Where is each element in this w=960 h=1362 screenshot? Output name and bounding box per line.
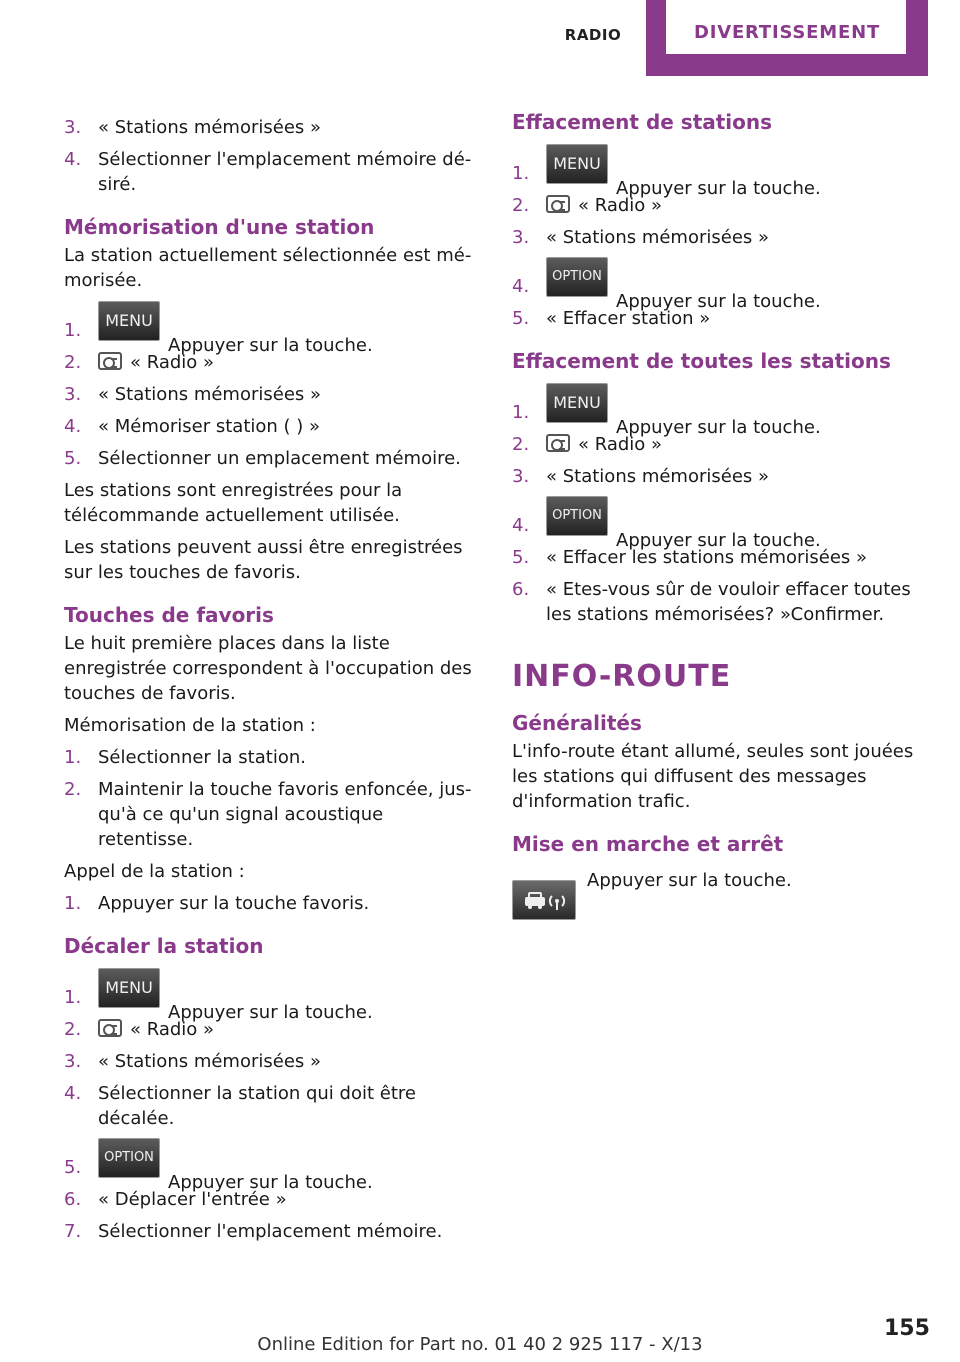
list-item	[64, 446, 484, 471]
step-number: 4.	[512, 276, 530, 297]
paragraph: La station actuellement sélectionnée est mémorisée.	[64, 245, 472, 291]
list-item	[64, 147, 484, 197]
section-title: Mise en marche et arrêt	[512, 832, 784, 856]
step-text: Appuyer sur la touche.	[616, 417, 821, 438]
step-number: 7.	[64, 1221, 82, 1242]
list-item	[64, 968, 484, 1023]
step-text: « Radio »	[130, 1019, 215, 1040]
steps-list	[64, 301, 484, 471]
shift-section	[64, 932, 484, 1244]
paragraph: Appel de la station :	[64, 861, 245, 882]
step-number: 1.	[64, 987, 82, 1008]
step-text: « Radio »	[578, 195, 663, 216]
step-number: 2.	[512, 195, 530, 216]
step-text: « Radio »	[578, 434, 663, 455]
step-text: Appuyer sur la touche.	[168, 1172, 373, 1193]
step-number: 3.	[64, 384, 82, 405]
left-column	[64, 108, 484, 1244]
step-text: Appuyer sur la touche favoris.	[98, 893, 370, 914]
list-item	[64, 1138, 484, 1193]
step-number: 1.	[64, 320, 82, 341]
list-item	[512, 306, 932, 331]
step-number: 4.	[512, 515, 530, 536]
list-item	[64, 115, 484, 140]
steps-list	[64, 891, 484, 916]
step-text: « Radio »	[130, 352, 215, 373]
list-item	[64, 350, 484, 375]
step-number: 3.	[64, 117, 82, 138]
option-button[interactable]: OPTION	[98, 1138, 160, 1178]
step-text: « Effacer les stations mémorisées »	[546, 547, 868, 568]
list-item	[64, 777, 484, 852]
step-text: Appuyer sur la touche.	[168, 1002, 373, 1023]
step-text: « Stations mémorisées »	[98, 384, 322, 405]
steps-list	[512, 383, 932, 627]
list-item	[512, 383, 932, 438]
menu-button[interactable]: MENU	[98, 301, 160, 341]
paragraph: Le huit première places dans la liste enregistrée correspondent à l'occupation des touches de favoris.	[64, 633, 472, 704]
step-text: « Mémoriser station ( ) »	[98, 416, 321, 437]
menu-button[interactable]: MENU	[546, 144, 608, 184]
favorites-section	[64, 601, 484, 916]
list-item	[64, 745, 484, 770]
step-number: 5.	[64, 1157, 82, 1178]
step-number: 5.	[512, 547, 530, 568]
step-text: Appuyer sur la touche.	[616, 530, 821, 551]
step-number: 4.	[64, 149, 82, 170]
step-text: Maintenir la touche favoris enfoncée, jusqu'à ce qu'un signal acoustique retentisse.	[98, 779, 472, 850]
page-header	[0, 0, 960, 78]
step-number: 3.	[512, 466, 530, 487]
section-title: Décaler la station	[64, 934, 264, 958]
list-item	[64, 414, 484, 439]
option-button[interactable]: OPTION	[546, 257, 608, 297]
section-label: RADIO	[564, 26, 622, 44]
traffic-info-row	[512, 868, 932, 912]
option-button[interactable]: OPTION	[546, 496, 608, 536]
step-text: « Stations mémorisées »	[98, 1051, 322, 1072]
list-item	[512, 496, 932, 551]
step-number: 1.	[64, 893, 82, 914]
list-item	[512, 545, 932, 570]
delete-station-section	[512, 108, 932, 331]
step-text: « Déplacer l'entrée »	[98, 1189, 287, 1210]
chapter-label: DIVERTISSEMENT	[693, 22, 881, 43]
paragraph: Les stations peuvent aussi être enregistrées sur les touches de favoris.	[64, 537, 463, 583]
step-number: 6.	[64, 1189, 82, 1210]
radio-icon	[98, 1019, 122, 1037]
step-text: Sélectionner la station.	[98, 747, 306, 768]
list-item	[512, 225, 932, 250]
list-item	[64, 1049, 484, 1074]
list-item	[512, 432, 932, 457]
top-list	[64, 115, 484, 197]
step-number: 2.	[64, 779, 82, 800]
paragraph: Mémorisation de la station :	[64, 715, 316, 736]
step-text: « Effacer station »	[546, 308, 711, 329]
step-number: 6.	[512, 579, 530, 600]
step-number: 2.	[64, 352, 82, 373]
chapter-title: INFO-ROUTE	[512, 659, 732, 694]
info-route-section	[512, 657, 932, 912]
paragraph: Appuyer sur la touche.	[587, 870, 792, 891]
step-number: 1.	[512, 163, 530, 184]
step-text: « Stations mémorisées »	[546, 227, 770, 248]
steps-list	[64, 745, 484, 852]
list-item	[512, 464, 932, 489]
step-text: Sélectionner l'emplacement mémoire.	[98, 1221, 443, 1242]
memorize-section	[64, 213, 484, 585]
step-text: Sélectionner un emplacement mémoire.	[98, 448, 461, 469]
list-item	[64, 891, 484, 916]
step-number: 3.	[512, 227, 530, 248]
traffic-info-icon	[521, 888, 567, 914]
section-title: Touches de favoris	[64, 603, 274, 627]
step-number: 4.	[64, 416, 82, 437]
edition-line: Online Edition for Part no. 01 40 2 925 117 - X/13	[257, 1334, 703, 1355]
step-text: « Stations mémorisées »	[98, 117, 322, 138]
traffic-info-button[interactable]	[512, 880, 576, 920]
list-item	[64, 1219, 484, 1244]
list-item	[64, 1187, 484, 1212]
step-number: 5.	[512, 308, 530, 329]
list-item	[64, 1017, 484, 1042]
section-title: Mémorisation d'une station	[64, 215, 375, 239]
step-number: 2.	[512, 434, 530, 455]
section-title: Généralités	[512, 711, 642, 735]
list-item	[512, 144, 932, 199]
step-text: « Etes-vous sûr de vouloir effacer toutes les stations mémorisées? »Confirmer.	[546, 579, 911, 625]
step-number: 2.	[64, 1019, 82, 1040]
right-column	[512, 108, 932, 912]
list-item	[64, 301, 484, 356]
step-number: 4.	[64, 1083, 82, 1104]
radio-icon	[546, 195, 570, 213]
step-text: Appuyer sur la touche.	[616, 178, 821, 199]
list-item	[512, 577, 932, 627]
delete-all-section	[512, 347, 932, 627]
steps-list	[512, 144, 932, 331]
step-text: Sélectionner la station qui doit être décalée.	[98, 1083, 416, 1129]
step-text: « Stations mémorisées »	[546, 466, 770, 487]
step-number: 1.	[512, 402, 530, 423]
step-text: Sélectionner l'emplacement mémoire désiré.	[98, 149, 472, 195]
page-footer	[0, 1316, 960, 1362]
list-item	[64, 1081, 484, 1131]
steps-list	[64, 968, 484, 1244]
radio-icon	[98, 352, 122, 370]
list-item	[512, 193, 932, 218]
step-text: Appuyer sur la touche.	[616, 291, 821, 312]
step-number: 5.	[64, 448, 82, 469]
radio-icon	[546, 434, 570, 452]
section-title: Effacement de stations	[512, 110, 773, 134]
menu-button[interactable]: MENU	[98, 968, 160, 1008]
paragraph: L'info-route étant allumé, seules sont jouées les stations qui diffusent des messages d'information trafic.	[512, 741, 914, 812]
list-item	[512, 257, 932, 312]
chapter-tab	[646, 0, 928, 76]
step-number: 1.	[64, 747, 82, 768]
section-title: Effacement de toutes les stations	[512, 349, 891, 373]
list-item	[64, 382, 484, 407]
step-text: Appuyer sur la touche.	[168, 335, 373, 356]
page-number: 155	[884, 1316, 930, 1341]
menu-button[interactable]: MENU	[546, 383, 608, 423]
paragraph: Les stations sont enregistrées pour la télécommande actuellement utilisée.	[64, 480, 403, 526]
step-number: 3.	[64, 1051, 82, 1072]
